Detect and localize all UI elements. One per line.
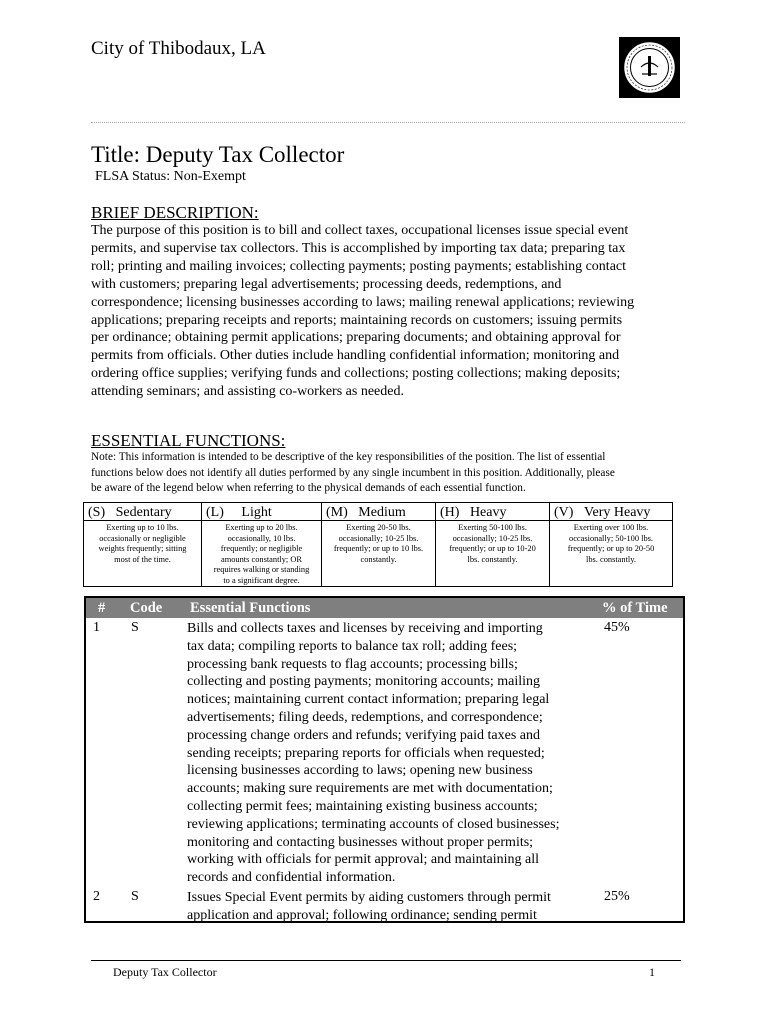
legend-desc-line: Exerting 50-100 lbs. [458,523,527,532]
footer-page-number: 1 [649,965,655,979]
desc-line: accounts; making sure requirements are met with documentation; [187,781,553,797]
row-code: S [131,889,139,904]
table-header-row [86,598,683,618]
row-description [187,620,597,887]
desc-line: monitoring and contacting businesses without proper permits; [187,834,534,850]
legend-desc-line: occasionally; 10-25 lbs. [338,533,419,543]
legend-sedentary [84,503,202,586]
legend-label: Light [241,505,272,520]
legend-desc-line: occasionally or negligible [99,533,186,543]
legend-desc-line: Exerting up to 20 lbs. [225,523,298,532]
footer-divider [91,960,681,961]
col-header-number: # [98,600,106,616]
desc-line: Bills and collects taxes and licenses by receiving and importing [187,621,543,636]
brief-line: applications; preparing receipts and reports; maintaining records on customers; issuing permits [91,312,623,328]
col-header-percent-time: % of Time [602,600,668,616]
header-divider [91,122,685,123]
brief-description-heading: BRIEF DESCRIPTION: [91,203,259,222]
legend-desc-line: to a significant degree. [223,575,300,585]
note-line: functions below does not identify all duties performed by any single incumbent in this position. Additionally, please [91,466,615,479]
legend-desc-line: weights frequently; sitting [98,544,187,553]
city-name: City of Thibodaux, LA [91,38,266,59]
brief-description-text [91,222,691,401]
brief-line: with customers; preparing legal advertisements; processing deeds, redemptions, and [91,276,562,292]
row-percent-time: 45% [604,620,630,635]
job-title: Title: Deputy Tax Collector [91,142,345,167]
col-header-code: Code [130,600,163,616]
desc-line: reviewing applications; terminating accounts of closed businesses; [187,816,560,832]
desc-line: collecting permit fees; maintaining existing business accounts; [187,798,538,814]
desc-line: records and confidential information. [187,870,396,886]
legend-code: (V) [554,505,574,520]
desc-line: licensing businesses according to laws; opening new business [187,763,533,779]
legend-desc-line: Exerting 20-50 lbs. [346,523,411,532]
legend-desc-line: amounts constantly; OR [221,554,302,564]
legend-desc-line: frequently; or up to 10-20 [449,544,536,553]
legend-label: Heavy [469,505,507,520]
desc-line: tax data; compiling reports to balance tax roll; adding fees; [187,638,518,654]
legend-desc-line: frequently; or negligible [220,544,303,553]
legend-label: Sedentary [115,505,172,520]
row-number: 2 [93,889,100,904]
legend-desc-line: Exerting up to 10 lbs. [106,523,179,532]
legend-desc-line: Exerting over 100 lbs. [573,523,649,532]
footer-document-title: Deputy Tax Collector [113,965,217,979]
legend-heavy [436,503,550,586]
desc-line: processing change orders and refunds; verifying paid taxes and [187,727,540,743]
note-line: Note: This information is intended to be descriptive of the key responsibilities of the position. The list of essential [91,451,606,463]
col-header-functions: Essential Functions [190,600,311,616]
brief-line: per ordinance; obtaining permit applications; preparing documents; and obtaining approval for [91,330,621,346]
essential-functions-table [84,596,685,923]
essential-functions-note [91,450,691,497]
legend-desc-line: occasionally; 50-100 lbs. [569,533,653,543]
desc-line: collecting and posting payments; monitoring accounts; mailing [187,674,541,690]
legend-desc-line: most of the time. [114,554,171,564]
desc-line: notices; maintaining current contact information; preparing legal [187,692,550,708]
row-description [187,889,597,925]
desc-line: advertisements; filing deeds, redemptions, and correspondence; [187,709,543,725]
city-seal-logo [619,37,680,98]
legend-code: (H) [440,505,460,520]
desc-line: sending receipts; preparing reports for officials when requested; [187,745,545,761]
desc-line: working with officials for permit approval; and maintaining all [187,852,539,868]
legend-very-heavy [550,503,672,586]
note-line: be aware of the legend below when referring to the physical demands of each essential function. [91,482,526,494]
legend-label: Medium [358,505,406,520]
legend-label: Very Heavy [583,505,651,520]
legend-desc-line: constantly. [360,554,397,564]
legend-desc-line: lbs. constantly. [467,554,518,564]
brief-line: permits from officials. Other duties include handling confidential information; monitoring and [91,348,620,364]
desc-line: Issues Special Event permits by aiding customers through permit [187,890,551,905]
legend-light [202,503,322,586]
row-number: 1 [93,620,100,635]
legend-code: (M) [326,505,348,520]
legend-desc-line: frequently; or up to 10 lbs. [333,544,424,553]
flsa-status: FLSA Status: Non-Exempt [95,169,246,184]
legend-desc-line: lbs. constantly. [586,554,636,564]
row-percent-time: 25% [604,889,630,904]
brief-line: permits, and supervise tax collectors. This is accomplished by importing tax data; preparing tax [91,240,626,256]
essential-functions-heading: ESSENTIAL FUNCTIONS: [91,431,286,450]
legend-code: (S) [88,505,106,520]
legend-desc-line: frequently; or up to 20-50 [567,544,655,553]
brief-line: attending seminars; and assisting co-workers as needed. [91,384,404,400]
brief-line: The purpose of this position is to bill and collect taxes, occupational licenses issue special event [91,223,629,238]
desc-line: processing bank requests to flag accounts; processing bills; [187,656,518,672]
brief-line: roll; printing and mailing invoices; collecting payments; posting payments; establishing contact [91,258,627,274]
physical-demands-legend [83,502,673,587]
legend-desc-line: occasionally, 10 lbs. [227,533,296,543]
brief-line: correspondence; licensing businesses according to laws; mailing renewal applications; reviewing [91,294,635,310]
legend-medium [322,503,436,586]
legend-desc-line: occasionally; 10-25 lbs. [452,533,533,543]
row-code: S [131,620,139,635]
desc-line: application and approval; following ordinance; sending permit [187,907,537,923]
legend-desc-line: requires walking or standing [213,565,310,574]
legend-code: (L) [206,505,224,520]
brief-line: ordering office supplies; verifying funds and collections; posting collections; making deposits; [91,366,621,382]
